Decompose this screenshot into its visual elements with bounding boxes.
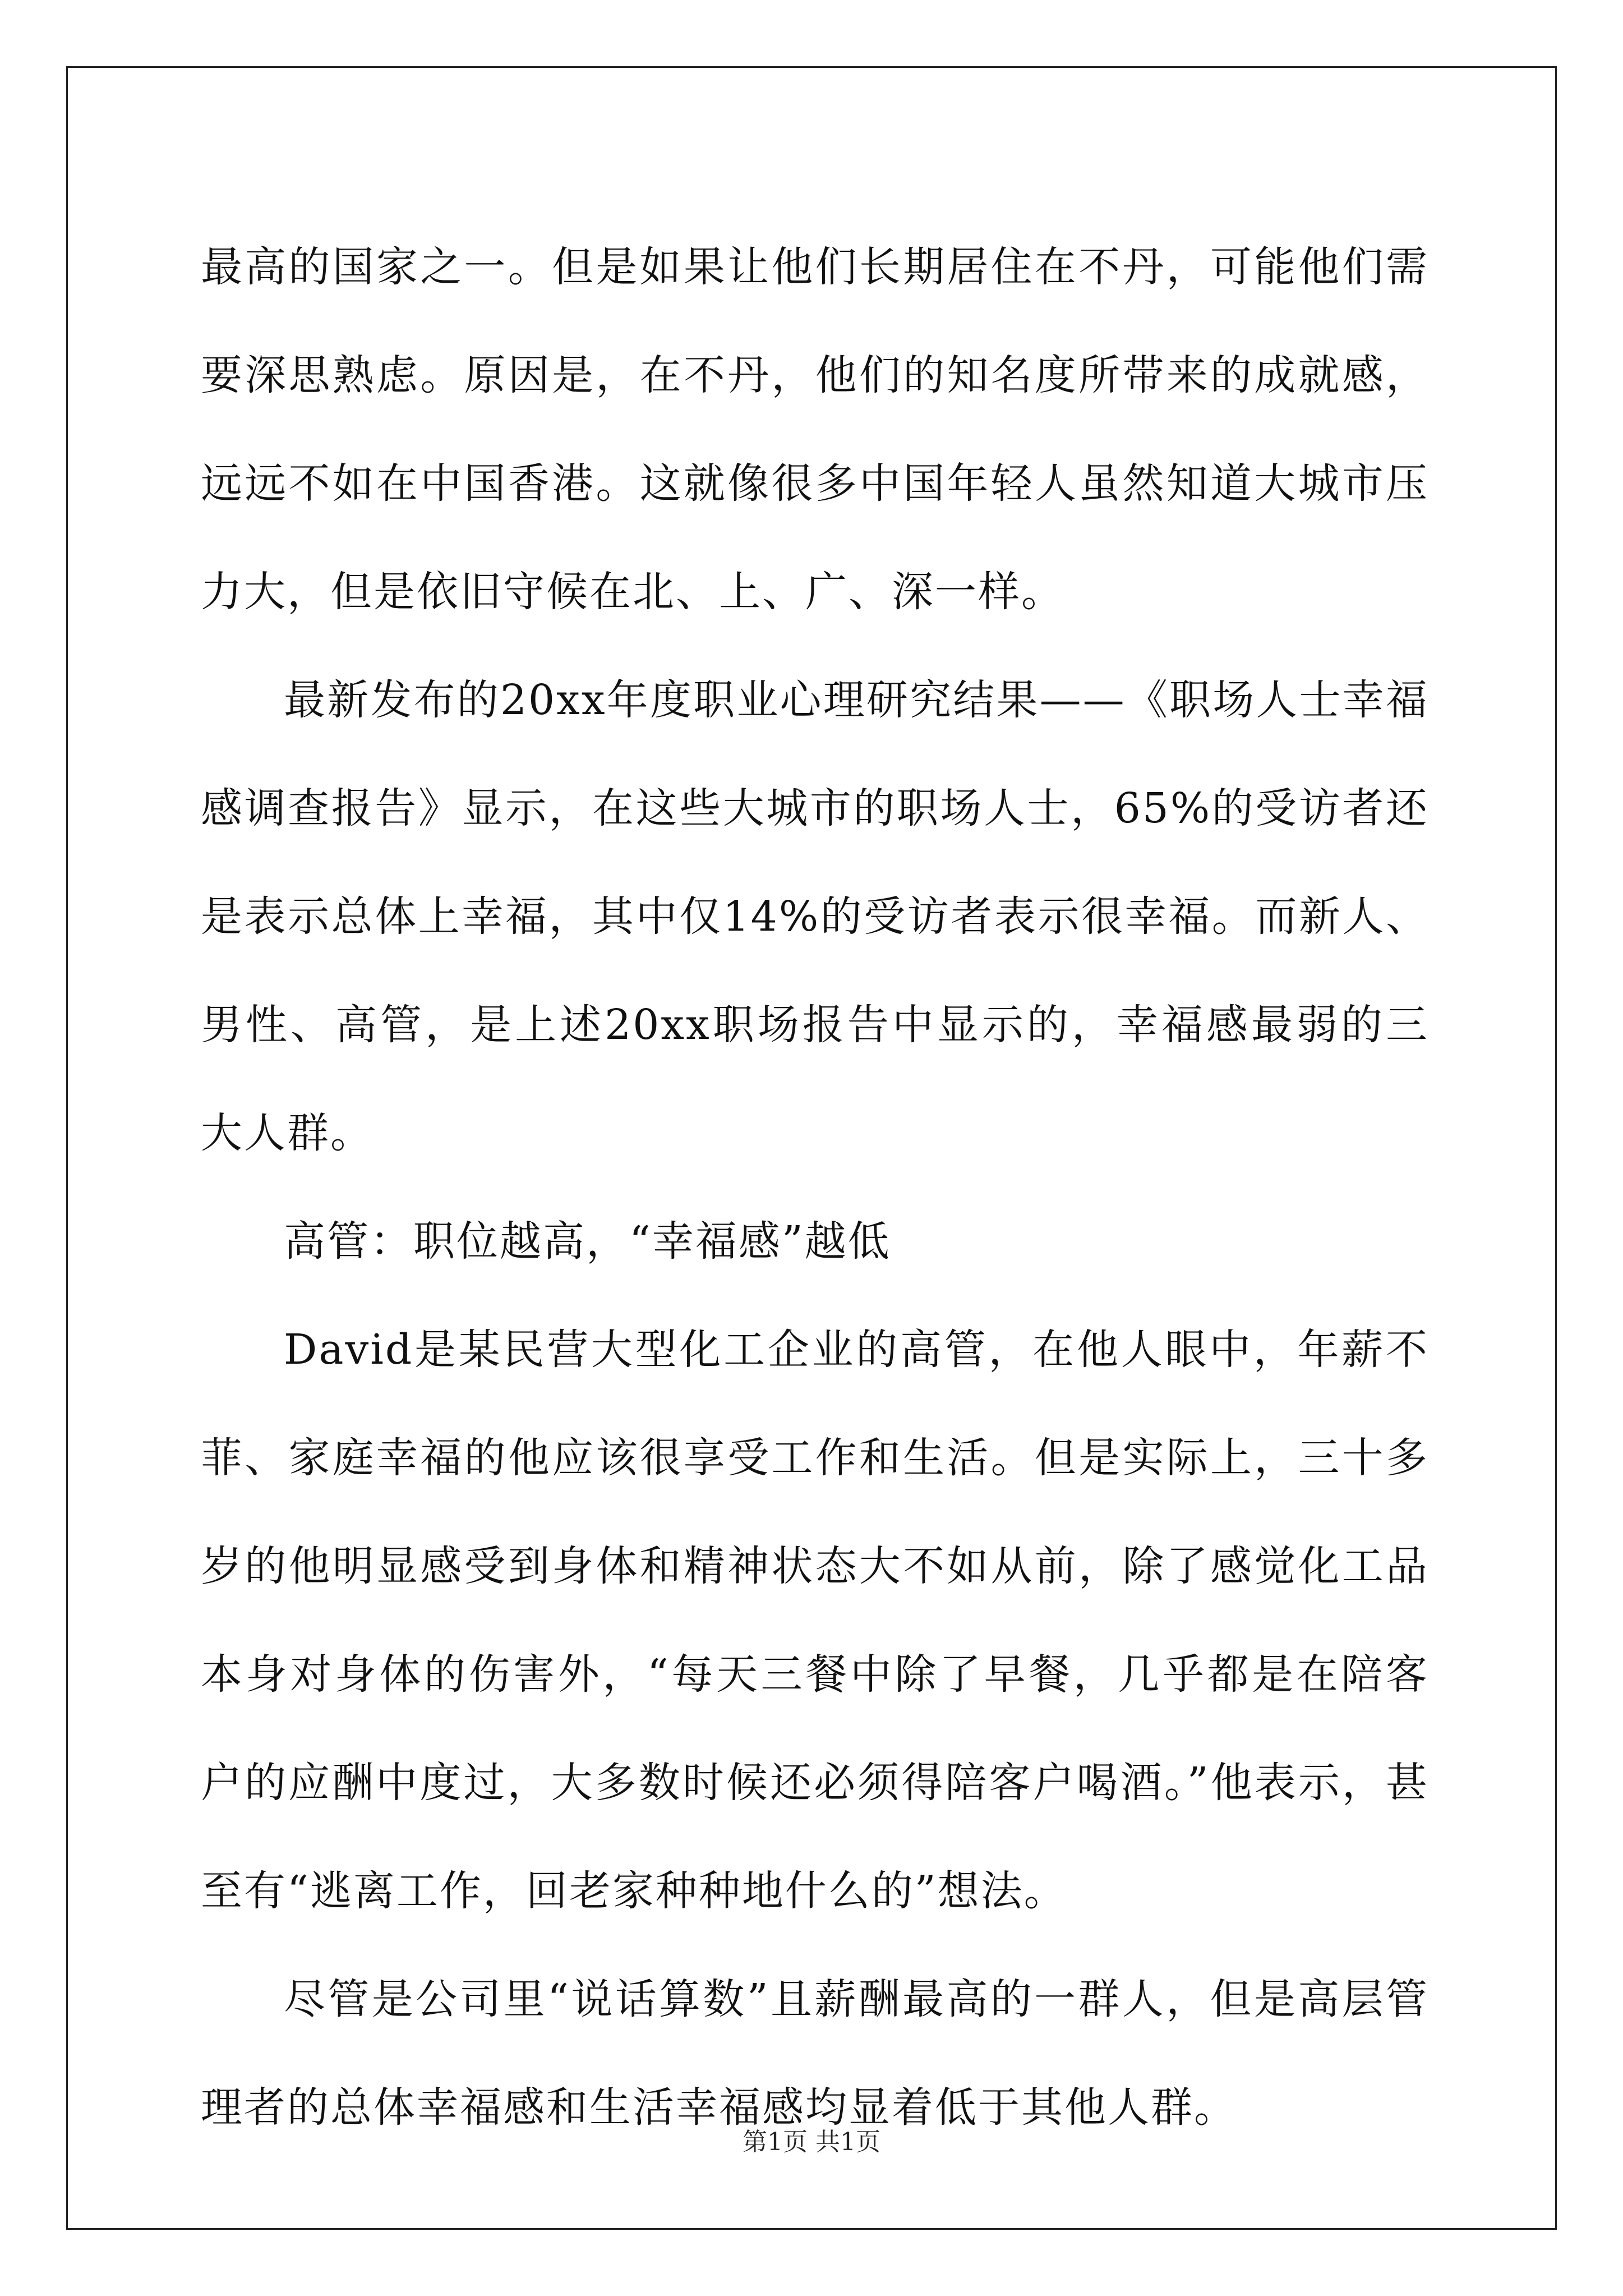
page-footer: 第1页 共1页 <box>743 2128 880 2156</box>
paragraph-4: 尽管是公司里“说话算数”且薪酬最高的一群人，但是高层管理者的总体幸福感和生活幸福感均显着低于其他人群。 <box>201 1975 1429 2132</box>
paragraph-2: 最新发布的20xx年度职业心理研究结果——《职场人士幸福感调查报告》显示，在这些大城市的职场人士，65%的受访者还是表示总体上幸福，其中仅14%的受访者表示很幸福。而新人、男性、高管，是上述20xx职场报告中显示的，幸福感最弱的三大人群。 <box>201 676 1429 1157</box>
section-heading: 高管：职位越高，“幸福感”越低 <box>284 1217 891 1266</box>
paragraph-3: David是某民营大型化工企业的高管，在他人眼中，年薪不菲、家庭幸福的他应该很享受工作和生活。但是实际上，三十多岁的他明显感受到身体和精神状态大不如从前，除了感觉化工品本身对身体的伤害外，“每天三餐中除了早餐，几乎都是在陪客户的应酬中度过，大多数时候还必须得陪客户喝酒。”他表示，甚至有“逃离工作，回老家种种地什么的”想法。 <box>201 1326 1429 1915</box>
document-body <box>201 213 1429 2162</box>
paragraph-1: 最高的国家之一。但是如果让他们长期居住在不丹，可能他们需要深思熟虑。原因是，在不丹，他们的知名度所带来的成就感，远远不如在中国香港。这就像很多中国年轻人虽然知道大城市压力大，但是依旧守候在北、上、广、深一样。 <box>201 243 1429 616</box>
